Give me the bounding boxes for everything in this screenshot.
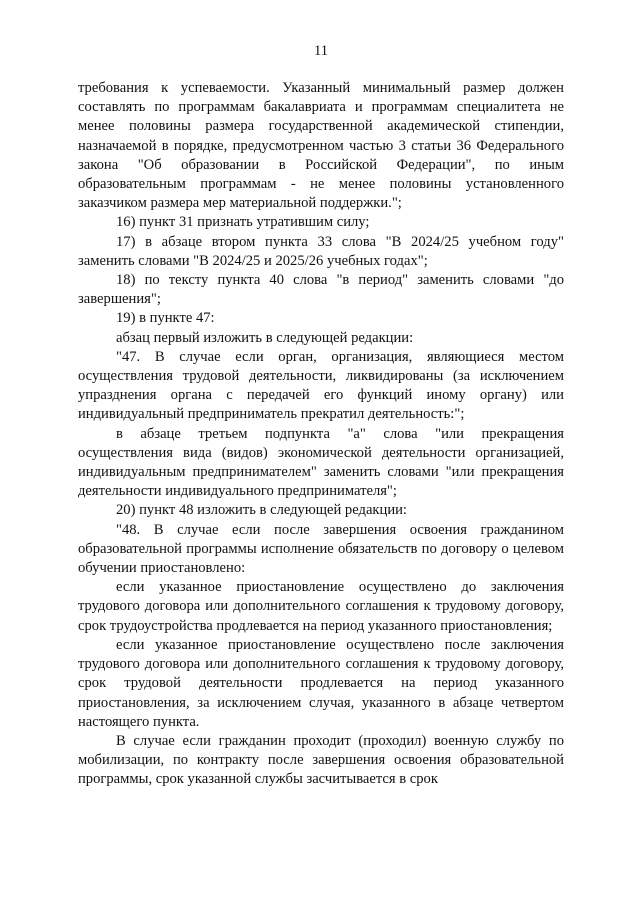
paragraph-11: если указанное приостановление осуществлено до заключения трудового договора или дополнительного соглашения к трудовому договору, срок трудоустройства продлевается на период указанного приостановления;	[78, 579, 564, 634]
paragraph-6: абзац первый изложить в следующей редакции:	[116, 329, 414, 346]
document-body	[78, 79, 564, 790]
paragraph-5: 19) в пункте 47:	[116, 310, 215, 327]
paragraph-12: если указанное приостановление осуществлено после заключения трудового договора или дополнительного соглашения к трудовому договору, срок трудовой деятельности продлевается на период указанного приостановления, за исключением случая, указанного в абзаце четвертом настоящего пункта.	[78, 636, 564, 730]
paragraph-4: 18) по тексту пункта 40 слова "в период" заменить словами "до завершения";	[78, 272, 564, 308]
paragraph-13: В случае если гражданин проходит (проходил) военную службу по мобилизации, по контракту после завершения освоения образовательной программы, срок указанной службы засчитывается в срок	[78, 732, 564, 788]
paragraph-9: 20) пункт 48 изложить в следующей редакции:	[116, 502, 407, 519]
paragraph-2: 16) пункт 31 признать утратившим силу;	[116, 214, 370, 231]
document-page	[78, 0, 564, 905]
page-number: 11	[314, 43, 328, 59]
paragraph-7: "47. В случае если орган, организация, являющиеся местом осуществления трудовой деятельности, ликвидированы (за исключением упразднения органа с передачей его функций иному органу) или индивидуальный предприниматель прекратил деятельность:";	[78, 348, 564, 423]
paragraph-8: в абзаце третьем подпункта "а" слова "или прекращения осуществления вида (видов) экономической деятельности организацией, индивидуальным предпринимателем" заменить словами "или прекращения деятельности индивидуального предпринимателя";	[78, 425, 564, 500]
paragraph-3: 17) в абзаце втором пункта 33 слова "В 2024/25 учебном году" заменить словами "В 2024/25 и 2025/26 учебных годах";	[78, 233, 564, 269]
paragraph-10: "48. В случае если после завершения освоения гражданином образовательной программы исполнение обязательств по договору о целевом обучении приостановлено:	[78, 521, 564, 577]
paragraph-1: требования к успеваемости. Указанный минимальный размер должен составлять по программам бакалавриата и программам специалитета не менее половины размера государственной академической стипендии, назначаемой в порядке, предусмотренном частью 3 статьи 36 Федерального закона "Об образовании в Российской Федерации", по иным образовательным программам - не менее половины установленного заказчиком размера мер материальной поддержки.";	[78, 80, 564, 212]
